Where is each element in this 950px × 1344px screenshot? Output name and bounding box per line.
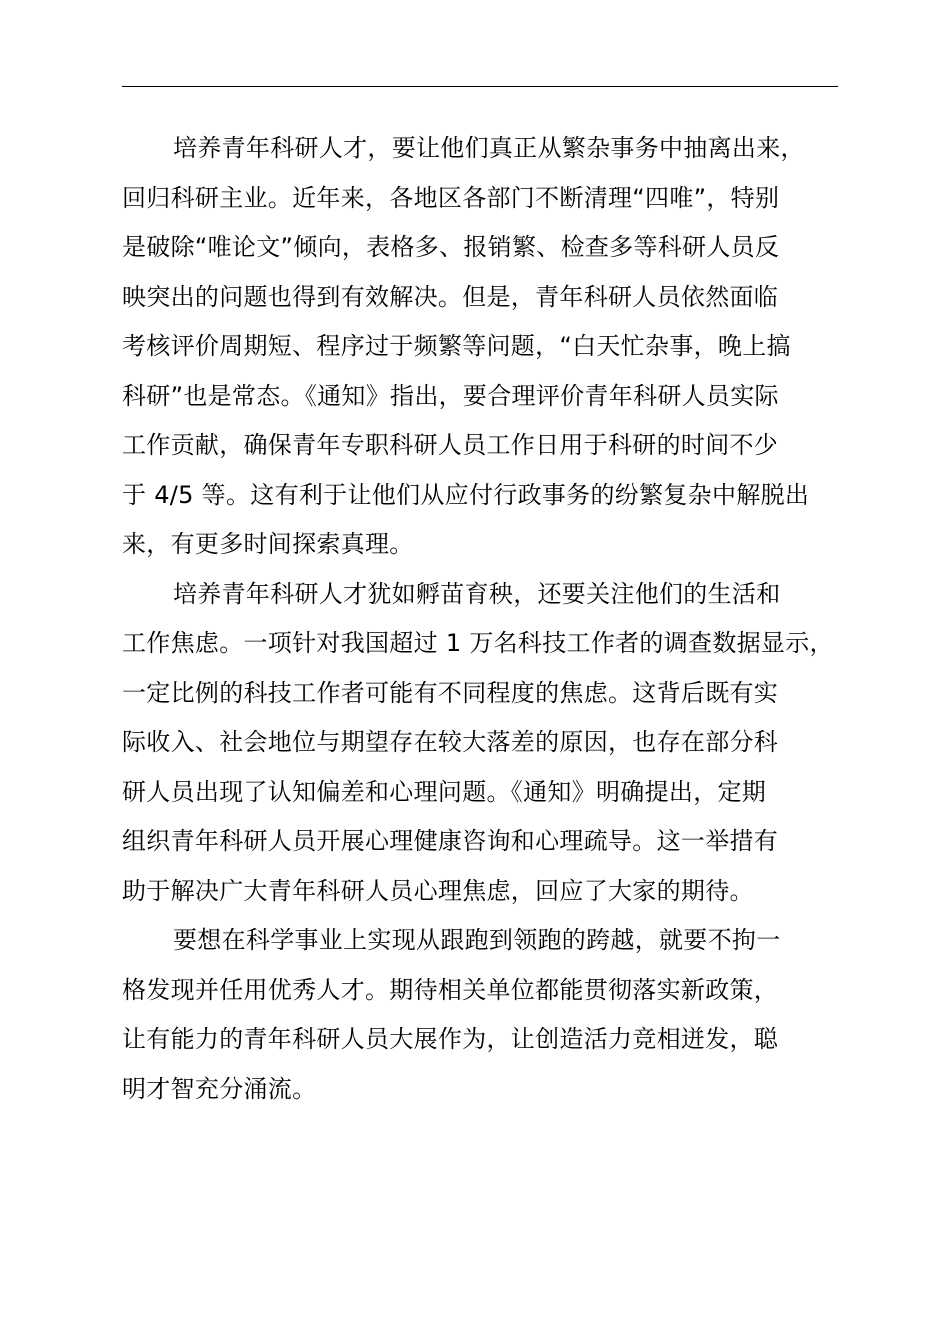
text-line: 映突出的问题也得到有效解决。但是，青年科研人员依然面临 (122, 282, 779, 311)
text-line: 培养青年科研人才犹如孵苗育秧，还要关注他们的生活和 (173, 579, 781, 608)
text-line: 于 4/5 等。这有利于让他们从应付行政事务的纷繁复杂中解脱出 (122, 480, 810, 509)
text-line: 培养青年科研人才，要让他们真正从繁杂事务中抽离出来， (173, 134, 805, 162)
text-line: 让有能力的青年科研人员大展作为，让创造活力竞相迸发，聪 (122, 1025, 779, 1053)
text-line: 要想在科学事业上实现从跟跑到领跑的跨越，就要不拘一 (173, 926, 781, 954)
text-line: 是破除“唯论文”倾向，表格多、报销繁、检查多等科研人员反 (122, 233, 780, 261)
text-line: 来，有更多时间探索真理。 (122, 530, 414, 558)
text-line: 际收入、社会地位与期望存在较大落差的原因，也存在部分科 (122, 728, 779, 756)
paragraph-2 (122, 570, 862, 917)
text-line: 组织青年科研人员开展心理健康咨询和心理疏导。这一举措有 (122, 827, 779, 855)
text-line: 考核评价周期短、程序过于频繁等问题，“白天忙杂事，晚上搞 (122, 332, 791, 360)
paragraph-3 (122, 916, 862, 1114)
article-body (122, 124, 862, 1114)
text-line: 回归科研主业。近年来，各地区各部门不断清理“四唯”，特别 (122, 183, 780, 212)
text-line: 工作焦虑。一项针对我国超过 1 万名科技工作者的调查数据显示， (122, 629, 834, 657)
text-line: 研人员出现了认知偏差和心理问题。《通知》明确提出，定期 (122, 777, 767, 806)
paragraph-1 (122, 124, 862, 570)
text-line: 明才智充分涌流。 (122, 1074, 317, 1103)
text-line: 工作贡献，确保青年专职科研人员工作日用于科研的时间不少 (122, 431, 779, 459)
text-line: 格发现并任用优秀人才。期待相关单位都能贯彻落实新政策， (122, 975, 779, 1004)
text-line: 一定比例的科技工作者可能有不同程度的焦虑。这背后既有实 (122, 678, 779, 707)
text-line: 助于解决广大青年科研人员心理焦虑，回应了大家的期待。 (122, 876, 754, 905)
text-line: 科研”也是常态。《通知》指出，要合理评价青年科研人员实际 (122, 381, 779, 410)
header-rule (122, 86, 838, 87)
